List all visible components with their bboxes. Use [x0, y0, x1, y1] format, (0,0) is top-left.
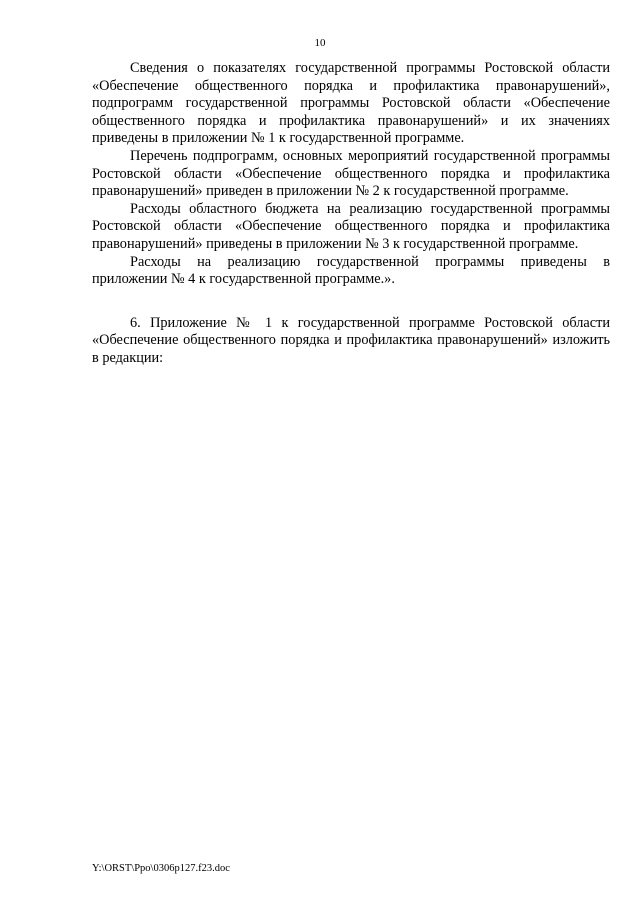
- document-body: [92, 60, 610, 368]
- paragraph-regional-budget-expenses: Расходы областного бюджета на реализацию государственной программы Ростовской области «Обеспечение общественного порядка и профилактика правонарушений» приведены в приложении № 3 к государственной программе.: [92, 200, 610, 252]
- paragraph-amendment-item-6: 6. Приложение № 1 к государственной программе Ростовской области «Обеспечение общественного порядка и профилактика правонарушений» изложить в редакции:: [92, 314, 610, 366]
- paragraph-program-expenses: Расходы на реализацию государственной программы приведены в приложении № 4 к государственной программе.».: [92, 253, 610, 288]
- footer-file-path: Y:\ORST\Ppo\0306p127.f23.doc: [92, 863, 230, 874]
- page-number: 10: [314, 37, 326, 49]
- paragraph-subprograms-list: Перечень подпрограмм, основных мероприятий государственной программы Ростовской области «Обеспечение общественного порядка и профилактика правонарушений» приведен в приложении № 2 к государственной программе.: [92, 147, 610, 200]
- paragraph-indicators-info: Сведения о показателях государственной программы Ростовской области «Обеспечение общественного порядка и профилактика правонарушений», подпрограмм государственной программы Ростовской области «Обеспечение общественного порядка и профилактика правонарушений» и их значениях приведены в приложении № 1 к государственной программе.: [92, 60, 610, 147]
